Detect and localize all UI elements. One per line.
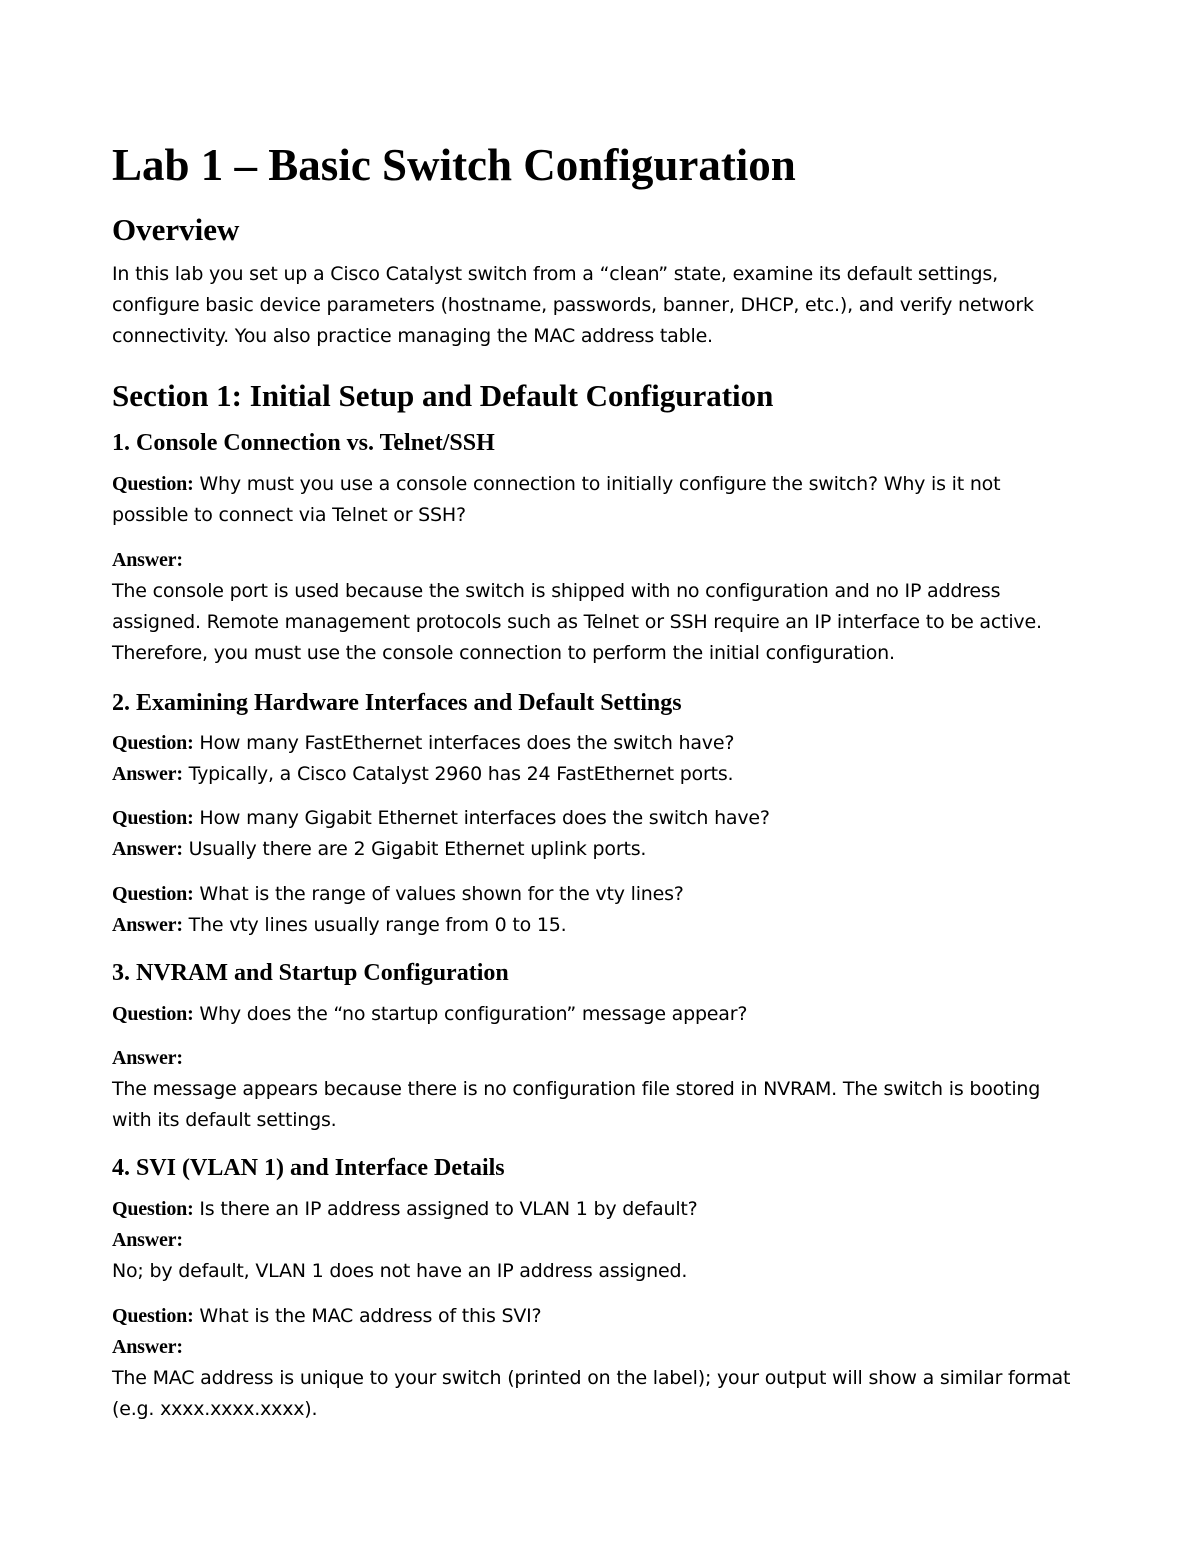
sub1-question [112,469,1072,531]
overview-paragraph: In this lab you set up a Cisco Catalyst switch from a “clean” state, examine its default settings, configure basic device parameters (hostname, passwords, banner, DHCP, etc.), and verify network connectivity. You also practice managing the MAC address table. [112,263,1034,347]
answer-text: Usually there are 2 Gigabit Ethernet uplink ports. [188,838,647,860]
sub3-answer-label [112,1043,1072,1074]
answer-label: Answer: [112,763,183,785]
question-text: Why must you use a console connection to initially configure the switch? Why is it not possible to connect via Telnet or SSH? [112,473,1001,526]
question-text: How many FastEthernet interfaces does the switch have? [199,732,735,754]
subsection-2-heading: 2. Examining Hardware Interfaces and Default Settings [112,690,682,716]
answer-text: The MAC address is unique to your switch (printed on the label); your output will show a similar format (e.g. xxxx.xxxx.xxxx). [112,1367,1071,1420]
answer-line [112,759,1072,790]
question-line [112,728,1072,759]
question-text: How many Gigabit Ethernet interfaces does the switch have? [199,807,770,829]
answer-label: Answer: [112,914,183,936]
question-label: Question: [112,1198,194,1220]
overview-heading: Overview [112,212,240,247]
question-line [112,803,1072,834]
answer-label: Answer: [112,1336,183,1358]
question-line [112,1194,1072,1225]
answer-text: No; by default, VLAN 1 does not have an IP address assigned. [112,1260,688,1282]
sub1-answer-label [112,545,1072,576]
question-text: Why does the “no startup configuration” message appear? [199,1003,748,1025]
sub2-qa-3 [112,879,1072,941]
question-label: Question: [112,807,194,829]
question-text: Is there an IP address assigned to VLAN 1 by default? [199,1198,698,1220]
answer-line [112,910,1072,941]
question-label: Question: [112,473,194,495]
sub3-question [112,999,1072,1030]
subsection-3-heading: 3. NVRAM and Startup Configuration [112,960,509,986]
question-line [112,1301,1072,1332]
answer-label: Answer: [112,838,183,860]
answer-line [112,1225,1072,1256]
question-label: Question: [112,883,194,905]
sub3-answer-text: The message appears because there is no configuration file stored in NVRAM. The switch is booting with its default settings. [112,1078,1041,1131]
section1-heading: Section 1: Initial Setup and Default Configuration [112,378,774,413]
question-text: What is the range of values shown for the vty lines? [199,883,684,905]
sub4-qa-1 [112,1194,1072,1287]
sub2-qa-2 [112,803,1072,865]
answer-label: Answer: [112,549,183,571]
question-label: Question: [112,1003,194,1025]
answer-text: The vty lines usually range from 0 to 15. [188,914,567,936]
sub1-answer-text: The console port is used because the switch is shipped with no configuration and no IP address assigned. Remote management protocols such as Telnet or SSH require an IP interface to be active. Therefore, you must use the console connection to perform the initial configuration. [112,580,1042,664]
subsection-1-heading: 1. Console Connection vs. Telnet/SSH [112,430,495,456]
question-label: Question: [112,1305,194,1327]
answer-label: Answer: [112,1229,183,1251]
question-label: Question: [112,732,194,754]
sub4-qa-2 [112,1301,1072,1425]
subsection-4-heading: 4. SVI (VLAN 1) and Interface Details [112,1155,505,1181]
answer-label: Answer: [112,1047,183,1069]
question-text: What is the MAC address of this SVI? [199,1305,542,1327]
question-line [112,879,1072,910]
document-title: Lab 1 – Basic Switch Configuration [112,140,796,190]
answer-text: Typically, a Cisco Catalyst 2960 has 24 FastEthernet ports. [188,763,734,785]
answer-line [112,834,1072,865]
sub2-qa-1 [112,728,1072,790]
answer-line [112,1332,1072,1363]
